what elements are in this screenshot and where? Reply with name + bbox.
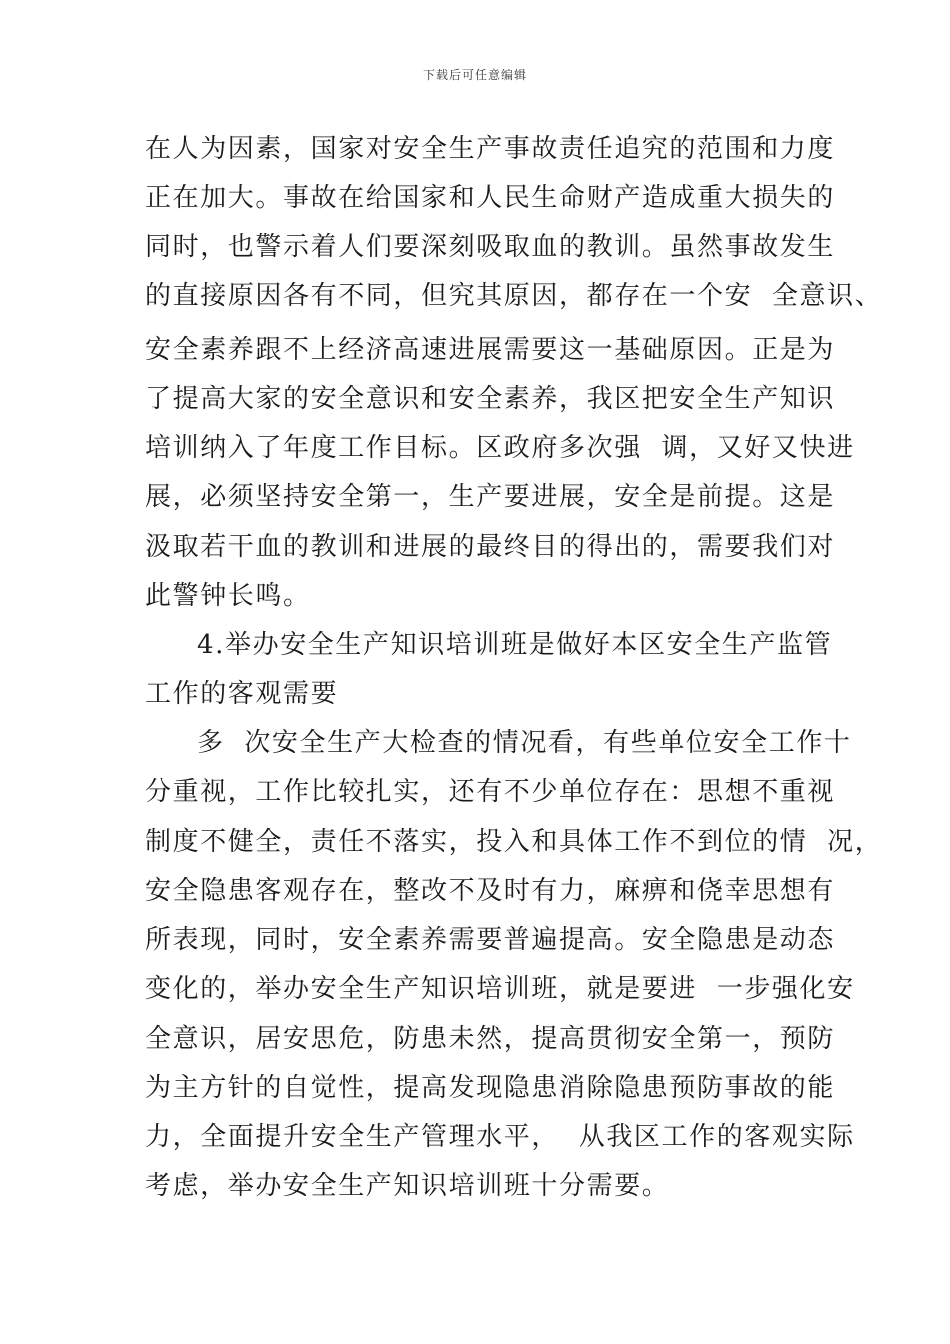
body-line: 制度不健全，责任不落实，投入和具体工作不到位的情 况， [145,827,883,857]
body-line: 力，全面提升安全生产管理水平， 从我区工作的客观实际 [145,1122,855,1152]
body-line: 在人为因素，国家对安全生产事故责任追究的范围和力度 [145,134,836,164]
body-line: 分重视，工作比较扎实，还有不少单位存在：思想不重视 [145,777,836,807]
body-line: 全意识，居安思危，防患未然，提高贯彻安全第一，预防 [145,1024,836,1054]
body-line: 同时，也警示着人们要深刻吸取血的教训。虽然事故发生 [145,232,836,262]
body-line: 汲取若干血的教训和进展的最终目的得出的，需要我们对 [145,532,836,562]
body-line: 的直接原因各有不同，但究其原因，都存在一个安 全意识、 [145,281,883,311]
body-line: 此警钟长鸣。 [145,581,311,611]
body-line: 正在加大。事故在给国家和人民生命财产造成重大损失的 [145,183,836,213]
page-header: 下载后可任意编辑 [422,68,527,82]
body-line: 安全隐患客观存在，整改不及时有力，麻痹和侥幸思想有 [145,876,836,906]
body-line: 培训纳入了年度工作目标。区政府多次强 调，又好又快进 [145,433,855,463]
body-line: 变化的，举办安全生产知识培训班，就是要进 一步强化安 [145,974,855,1004]
section-heading-continued: 工作的客观需要 [145,679,339,709]
body-line: 了提高大家的安全意识和安全素养，我区把安全生产知识 [145,384,836,414]
body-line: 多 次安全生产大检查的情况看，有些单位安全工作十 [197,728,852,758]
body-line: 为主方针的自觉性，提高发现隐患消除隐患预防事故的能 [145,1073,836,1103]
section-heading: 4.举办安全生产知识培训班是做好本区安全生产监管 [197,630,833,660]
body-line: 考虑，举办安全生产知识培训班十分需要。 [145,1171,670,1201]
body-line: 展，必须坚持安全第一，生产要进展，安全是前提。这是 [145,482,836,512]
body-line: 所表现，同时，安全素养需要普遍提高。安全隐患是动态 [145,925,836,955]
body-line: 安全素养跟不上经济高速进展需要这一基础原因。正是为 [145,335,836,365]
